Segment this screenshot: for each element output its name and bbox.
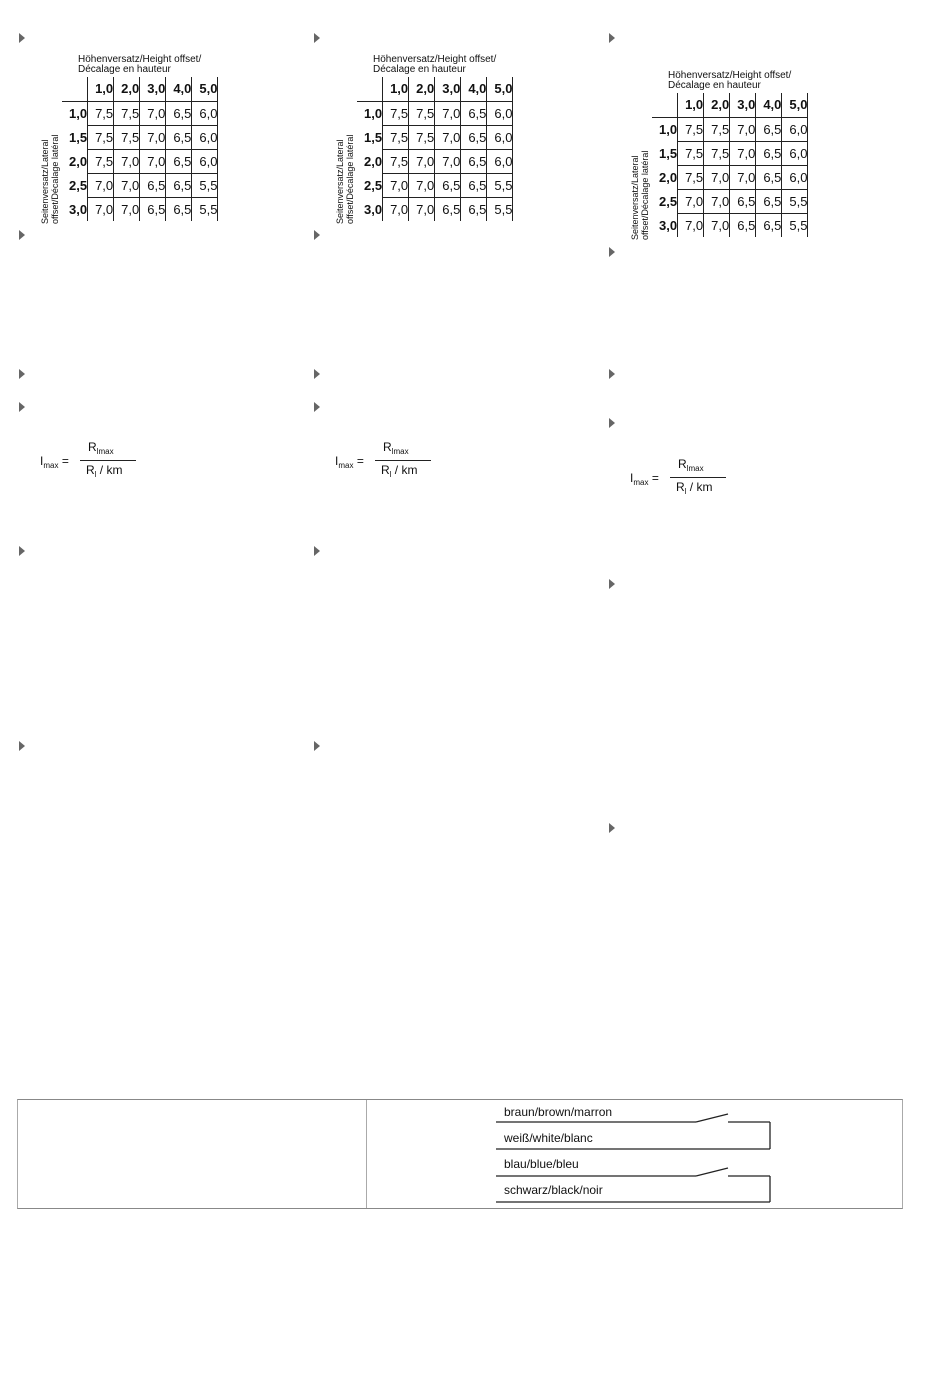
bullet-arrow-icon	[19, 33, 25, 43]
table-side-title: Seitenversatz/Lateral offset/Décalage latéral	[630, 150, 650, 240]
row-header: 1,0	[652, 117, 678, 141]
table-row: 2,5 7,0 7,0 6,5 6,5 5,5	[357, 173, 513, 197]
column-header: 5,0	[487, 77, 513, 101]
bullet-arrow-icon	[314, 230, 320, 240]
table-row: 3,0 7,0 7,0 6,5 6,5 5,5	[357, 197, 513, 221]
table-header-title: Höhenversatz/Height offset/ Décalage en hauteur	[78, 54, 202, 75]
table-side-title: Seitenversatz/Lateral offset/Décalage latéral	[335, 134, 355, 224]
table-row: 1,0 7,5 7,5 7,0 6,5 6,0	[62, 101, 218, 125]
row-header: 1,0	[62, 101, 88, 125]
bullet-arrow-icon	[19, 741, 25, 751]
bullet-arrow-icon	[314, 33, 320, 43]
column-header: 4,0	[756, 93, 782, 117]
offset-grid	[652, 93, 808, 237]
wire-label-black: schwarz/black/noir	[504, 1183, 603, 1197]
bullet-arrow-icon	[609, 418, 615, 428]
table-header-title: Höhenversatz/Height offset/ Décalage en hauteur	[668, 70, 792, 91]
bullet-arrow-icon	[19, 230, 25, 240]
wiring-diagram	[18, 1100, 904, 1210]
table-row: 1,5 7,5 7,5 7,0 6,5 6,0	[62, 125, 218, 149]
row-header: 1,5	[652, 141, 678, 165]
table-row: 1,0 7,5 7,5 7,0 6,5 6,0	[357, 101, 513, 125]
table-side-title: Seitenversatz/Lateral offset/Décalage latéral	[40, 134, 60, 224]
table-header-title: Höhenversatz/Height offset/ Décalage en hauteur	[373, 54, 497, 75]
column-header: 5,0	[192, 77, 218, 101]
bullet-arrow-icon	[314, 546, 320, 556]
fraction-bar	[670, 477, 726, 478]
bullet-arrow-icon	[609, 369, 615, 379]
column-header: 1,0	[383, 77, 409, 101]
bullet-arrow-icon	[609, 579, 615, 589]
table-row: 3,0 7,0 7,0 6,5 6,5 5,5	[652, 213, 808, 237]
bullet-arrow-icon	[314, 369, 320, 379]
row-header: 2,5	[357, 173, 383, 197]
row-header: 1,5	[357, 125, 383, 149]
wire-label-white: weiß/white/blanc	[504, 1131, 593, 1145]
table-row: 1,5 7,5 7,5 7,0 6,5 6,0	[357, 125, 513, 149]
column-header: 3,0	[435, 77, 461, 101]
row-header: 3,0	[357, 197, 383, 221]
row-header: 2,0	[357, 149, 383, 173]
wire-label-brown: braun/brown/marron	[504, 1105, 613, 1119]
wire-label-blue: blau/blue/bleu	[504, 1157, 579, 1171]
row-header: 2,0	[62, 149, 88, 173]
table-row: 2,5 7,0 7,0 6,5 6,5 5,5	[62, 173, 218, 197]
wiring-panel	[17, 1099, 903, 1209]
column-header: 5,0	[782, 93, 808, 117]
bullet-arrow-icon	[609, 823, 615, 833]
column-header: 3,0	[140, 77, 166, 101]
row-header: 2,0	[652, 165, 678, 189]
offset-grid	[357, 77, 513, 221]
offset-grid	[62, 77, 218, 221]
row-header: 1,0	[357, 101, 383, 125]
table-row: 2,5 7,0 7,0 6,5 6,5 5,5	[652, 189, 808, 213]
table-row: 2,0 7,5 7,0 7,0 6,5 6,0	[357, 149, 513, 173]
table-row: 1,5 7,5 7,5 7,0 6,5 6,0	[652, 141, 808, 165]
bullet-arrow-icon	[19, 546, 25, 556]
column-header: 2,0	[704, 93, 730, 117]
row-header: 3,0	[652, 213, 678, 237]
table-row: 2,0 7,5 7,0 7,0 6,5 6,0	[62, 149, 218, 173]
row-header: 2,5	[62, 173, 88, 197]
table-row: 2,0 7,5 7,0 7,0 6,5 6,0	[652, 165, 808, 189]
table-row: 1,0 7,5 7,5 7,0 6,5 6,0	[652, 117, 808, 141]
table-row: 3,0 7,0 7,0 6,5 6,5 5,5	[62, 197, 218, 221]
bullet-arrow-icon	[314, 741, 320, 751]
column-header: 2,0	[409, 77, 435, 101]
bullet-arrow-icon	[609, 33, 615, 43]
column-header: 1,0	[88, 77, 114, 101]
fraction-bar	[375, 460, 431, 461]
column-header: 1,0	[678, 93, 704, 117]
column-header: 2,0	[114, 77, 140, 101]
bullet-arrow-icon	[19, 402, 25, 412]
bullet-arrow-icon	[609, 247, 615, 257]
column-header: 4,0	[166, 77, 192, 101]
bullet-arrow-icon	[314, 402, 320, 412]
column-header: 3,0	[730, 93, 756, 117]
row-header: 3,0	[62, 197, 88, 221]
row-header: 2,5	[652, 189, 678, 213]
bullet-arrow-icon	[19, 369, 25, 379]
row-header: 1,5	[62, 125, 88, 149]
column-header: 4,0	[461, 77, 487, 101]
fraction-bar	[80, 460, 136, 461]
